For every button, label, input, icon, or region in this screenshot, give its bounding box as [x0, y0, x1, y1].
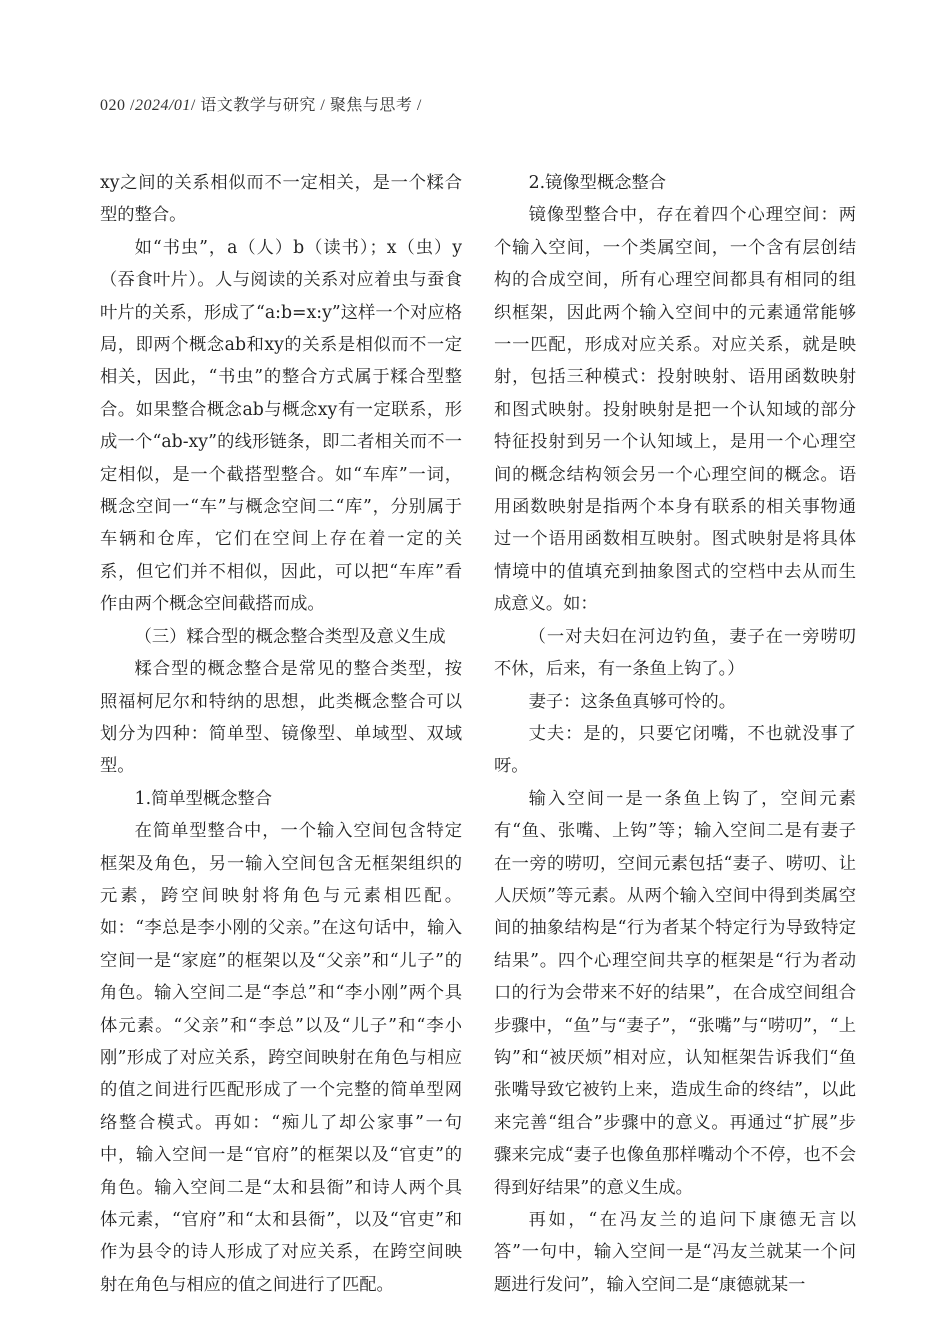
right-column	[494, 167, 856, 1301]
dialogue-line: 妻子：这条鱼真够可怜的。	[528, 691, 736, 712]
paragraph: xy之间的关系相似而不一定相关，是一个糅合型的整合。	[100, 173, 462, 226]
running-head: 020 /2024/01/ 语文教学与研究 / 聚焦与思考 /	[100, 97, 422, 114]
example-context: （一对夫妇在河边钓鱼，妻子在一旁唠叨不休，后来，有一条鱼上钩了。）	[494, 626, 856, 680]
paragraph: 再如，“在冯友兰的追问下康德无言以答”一句中，输入空间一是“冯友兰就某一个问题进行发问”，输入空间二是“康德就某一	[494, 1210, 856, 1295]
paragraph: 糅合型的概念整合是常见的整合类型，按照福柯尼尔和特纳的思想，此类概念整合可以划分为四种：简单型、镜像型、单域型、双域型。	[100, 659, 462, 777]
journal-title: 语文教学与研究	[200, 97, 316, 114]
page-number: 020	[100, 97, 126, 114]
subsection-heading: 1.简单型概念整合	[134, 788, 273, 809]
subsection-heading: 2.镜像型概念整合	[528, 173, 667, 193]
left-column	[100, 167, 462, 1301]
issue: 2024/01	[134, 97, 191, 114]
paragraph: 输入空间一是一条鱼上钩了，空间元素有“鱼、张嘴、上钩”等；输入空间二是有妻子在一旁的唠叨，空间元素包括“妻子、唠叨、让人厌烦”等元素。从两个输入空间中得到类属空间的抽象结构是“行为者某个特定行为导致特定结果”。四个心理空间共享的框架是“行为者动口的行为会带来不好的结果”，在合成空间组合步骤中，“鱼”与“妻子”，“张嘴”与“唠叨”，“上钩”和“被厌烦”相对应，认知框架告诉我们“鱼张嘴导致它被钓上来，造成生命的终结”，以此来完善“组合”步骤中的意义。再通过“扩展”步骤来完成“妻子也像鱼那样嘴动个不停，也不会得到好结果”的意义生成。	[494, 788, 856, 1198]
dialogue-line: 丈夫：是的，只要它闭嘴，不也就没事了呀。	[494, 723, 856, 777]
paragraph: 镜像型整合中，存在着四个心理空间：两个输入空间，一个类属空间，一个含有层创结构的合成空间，所有心理空间都具有相同的组织框架，因此两个输入空间中的元素通常能够一一匹配，形成对应关系。对应关系，就是映射，包括三种模式：投射映射、语用函数映射和图式映射。投射映射是把一个认知域的部分特征投射到另一个认知域上，是用一个心理空间的概念结构领会另一个心理空间的概念。语用函数映射是指两个本身有联系的相关事物通过一个语用函数相互映射。图式映射是将具体情境中的值填充到抽象图式的空档中去从而生成意义。如：	[494, 205, 856, 615]
paragraph: 在简单型整合中，一个输入空间包含特定框架及角色，另一输入空间包含无框架组织的元素，跨空间映射将角色与元素相匹配。如：“李总是李小刚的父亲。”在这句话中，输入空间一是“家庭”的框架以及“父亲”和“儿子”的角色。输入空间二是“李总”和“李小刚”两个具体元素。“父亲”和“李总”以及“儿子”和“李小刚”形成了对应关系，跨空间映射在角色与相应的值之间进行匹配形成了一个完整的简单型网络整合模式。再如：“痴儿了却公家事”一句中，输入空间一是“官府”的框架以及“官吏”的角色。输入空间二是“太和县衙”和诗人两个具体元素，“官府”和“太和县衙”，以及“官吏”和作为县令的诗人形成了对应关系，在跨空间映射在角色与相应的值之间进行了匹配。	[100, 821, 462, 1295]
paragraph: 如“书虫”，a（人）b（读书）；x（虫）y（吞食叶片）。人与阅读的关系对应着虫与蚕食叶片的关系，形成了“a:b=x:y”这样一个对应格局，即两个概念ab和xy的关系是相似而不一定相关，因此，“书虫”的整合方式属于糅合型整合。如果整合概念ab与概念xy有一定联系，形成一个“ab-xy”的线形链条，即二者相关而不一定相似，是一个截搭型整合。如“车库”一词，概念空间一“车”与概念空间二“库”，分别属于车辆和仓库，它们在空间上存在着一定的关系，但它们并不相似，因此，可以把“车库”看作由两个概念空间截搭而成。	[100, 237, 462, 615]
section-heading: （三）糅合型的概念整合类型及意义生成	[134, 626, 446, 647]
section-title: 聚焦与思考	[329, 97, 413, 114]
